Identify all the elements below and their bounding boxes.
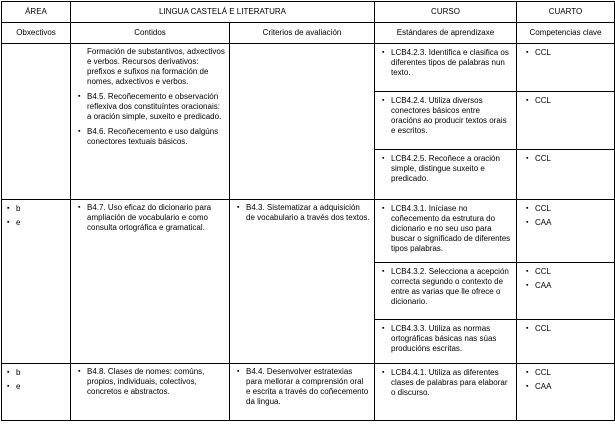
competencia-item: ▪ CAA [523, 382, 610, 392]
obxectivos-cell [2, 200, 71, 364]
contidos-cell [71, 364, 230, 421]
subject-title: LINGUA CASTELÁ E LITERATURA [71, 2, 375, 23]
estandar-cell [375, 200, 517, 263]
estandar-item: ▪ LCB4.3.2. Selecciona a acepción correcta segundo o contexto de entre as varias que lle ofrece o dicionario. [379, 267, 512, 307]
estandar-cell [375, 44, 517, 92]
estandar-item: ▪ LCB4.3.3. Utiliza as normas ortográficas básicas nas súas producións escritas. [379, 324, 512, 354]
contido-item: ▪ B4.8. Clases de nomes: comúns, propios, individuais, colectivos, concretos e abstractos. [75, 367, 225, 397]
contido-item: ▪ B4.6. Recoñecemento e uso dalgúns conectores textuais básicos. [75, 127, 225, 147]
col-criterios: Criterios de avaliación [230, 23, 375, 44]
obxectivo-item: ▪ e [4, 218, 68, 228]
competencia-item: ▪ CCL [523, 96, 610, 106]
competencias-cell [517, 320, 615, 364]
criterios-cell [230, 44, 375, 200]
estandar-cell [375, 150, 517, 200]
competencia-item: ▪ CCL [523, 154, 610, 164]
curso-value: CUARTO [517, 2, 615, 23]
contido-item: ▪ B4.7. Uso eficaz do dicionario para ampliación de vocabulario e como consulta ortográfica e gramatical. [75, 203, 225, 233]
contidos-cell [71, 44, 230, 200]
criterio-item: ▪ B4.3. Sistematizar a adquisición de vocabulario a través dos textos. [234, 203, 370, 223]
col-competencias: Competencias clave [517, 23, 615, 44]
competencias-cell [517, 92, 615, 150]
criterio-item: ▪ B4.4. Desenvolver estratexias para mellorar a comprensión oral e escrita a través do coñecemento da lingua. [234, 367, 370, 407]
competencias-cell [517, 263, 615, 320]
obxectivo-item: ▪ b [4, 204, 68, 214]
header-row-2 [2, 23, 615, 44]
col-obxectivos: Obxectivos [2, 23, 71, 44]
estandar-item: ▪ LCB4.2.3. Identifica e clasifica os diferentes tipos de palabras nun texto. [379, 48, 512, 78]
header-row-1 [2, 2, 615, 23]
competencias-cell [517, 150, 615, 200]
curso-label: CURSO [375, 2, 517, 23]
competencias-cell [517, 364, 615, 421]
competencia-item: ▪ CCL [523, 324, 610, 334]
obxectivos-cell [2, 364, 71, 421]
competencia-item: ▪ CCL [523, 267, 610, 277]
table-row [2, 200, 615, 263]
contido-item: ▪ B4.5. Recoñecemento e observación reflexiva dos constituíntes oracionais: a oración simple, suxeito e predicado. [75, 92, 225, 122]
contido-item: Formación de substantivos, adxectivos e verbos. Recursos derivativos: prefixos e sufixos na formación de nomes, adxectivos e verbos. [87, 47, 225, 86]
estandar-item: ▪ LCB4.2.4. Utiliza diversos conectores básicos entre oracións ao producir textos orais e escritos. [379, 96, 512, 136]
competencia-item: ▪ CCL [523, 204, 610, 214]
competencias-cell [517, 44, 615, 92]
col-contidos: Contidos [71, 23, 230, 44]
competencia-item: ▪ CCL [523, 48, 610, 58]
competencia-item: ▪ CAA [523, 281, 610, 291]
criterios-cell [230, 200, 375, 364]
obxectivo-item: ▪ e [4, 382, 68, 392]
competencia-item: ▪ CAA [523, 218, 610, 228]
table-row [2, 364, 615, 421]
obxectivo-item: ▪ b [4, 368, 68, 378]
estandar-item: ▪ LCB4.4.1. Utiliza as diferentes clases de palabras para elaborar o discurso. [379, 368, 512, 398]
area-label: ÁREA [2, 2, 71, 23]
col-estandares: Estándares de aprendizaxe [375, 23, 517, 44]
contidos-cell [71, 200, 230, 364]
estandar-item: ▪ LCB4.3.1. Iníciase no coñecemento da estrutura do dicionario e no seu uso para buscar o significado de diferentes tipos palabras. [379, 204, 512, 254]
estandar-cell [375, 263, 517, 320]
obxectivos-cell [2, 44, 71, 200]
competencias-cell [517, 200, 615, 263]
estandar-cell [375, 92, 517, 150]
estandar-item: ▪ LCB4.2.5. Recoñece a oración simple, distingue suxeito e predicado. [379, 154, 512, 184]
competencia-item: ▪ CCL [523, 368, 610, 378]
estandar-cell [375, 364, 517, 421]
curriculum-table [1, 1, 615, 421]
estandar-cell [375, 320, 517, 364]
table-row [2, 44, 615, 92]
criterios-cell [230, 364, 375, 421]
